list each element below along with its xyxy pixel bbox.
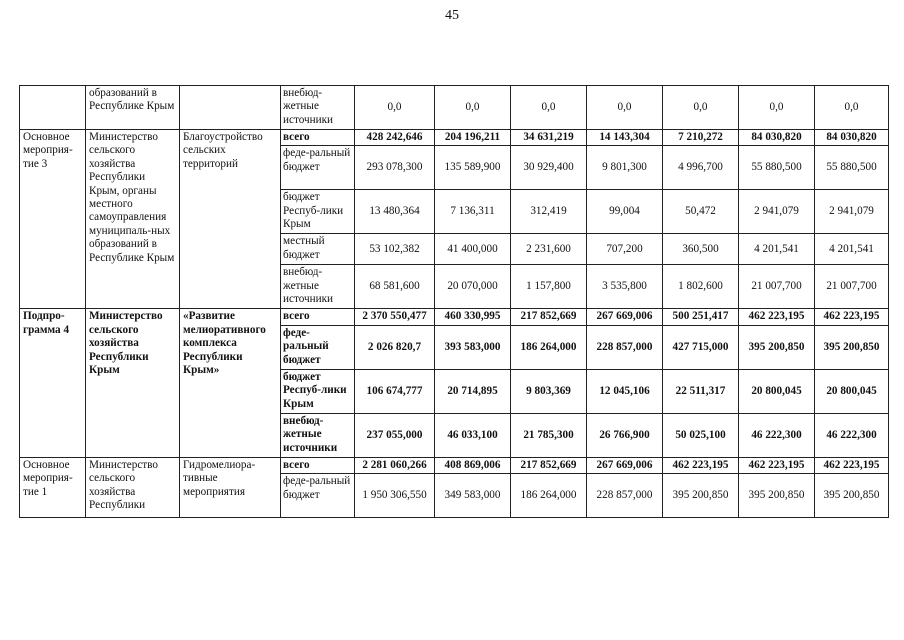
value-cell: 2 026 820,7: [355, 325, 435, 369]
value-cell: 46 033,100: [435, 413, 511, 457]
value-cell: 50,472: [663, 190, 739, 234]
value-cell: 360,500: [663, 234, 739, 265]
table-row: [20, 457, 889, 473]
value-cell: 267 669,006: [587, 309, 663, 325]
value-cell: 217 852,669: [511, 309, 587, 325]
value-cell: 0,0: [815, 86, 889, 130]
value-cell: 186 264,000: [511, 474, 587, 518]
value-cell: 46 222,300: [739, 413, 815, 457]
value-cell: 395 200,850: [815, 325, 889, 369]
value-cell: 217 852,669: [511, 457, 587, 473]
funding-source-cell: всего: [281, 309, 355, 325]
value-cell: 2 941,079: [739, 190, 815, 234]
executor-cell: образований в Республике Крым: [86, 86, 180, 130]
value-cell: 0,0: [355, 86, 435, 130]
value-cell: 20 070,000: [435, 265, 511, 309]
value-cell: 135 589,900: [435, 146, 511, 190]
value-cell: 462 223,195: [739, 309, 815, 325]
value-cell: 68 581,600: [355, 265, 435, 309]
funding-source-cell: внебюд-жетные источники: [281, 265, 355, 309]
value-cell: 428 242,646: [355, 130, 435, 146]
value-cell: 7 136,311: [435, 190, 511, 234]
value-cell: 4 996,700: [663, 146, 739, 190]
value-cell: 267 669,006: [587, 457, 663, 473]
value-cell: 2 941,079: [815, 190, 889, 234]
funding-source-cell: внебюд-жетные источники: [281, 413, 355, 457]
program-cell: Благоустройство сельских территорий: [180, 130, 281, 309]
value-cell: 84 030,820: [739, 130, 815, 146]
value-cell: 20 800,045: [815, 369, 889, 413]
value-cell: 1 950 306,550: [355, 474, 435, 518]
value-cell: 393 583,000: [435, 325, 511, 369]
value-cell: 0,0: [435, 86, 511, 130]
value-cell: 293 078,300: [355, 146, 435, 190]
value-cell: 3 535,800: [587, 265, 663, 309]
value-cell: 500 251,417: [663, 309, 739, 325]
value-cell: 21 785,300: [511, 413, 587, 457]
value-cell: 84 030,820: [815, 130, 889, 146]
value-cell: 41 400,000: [435, 234, 511, 265]
value-cell: 20 800,045: [739, 369, 815, 413]
executor-cell: Министерство сельского хозяйства Республики Крым: [86, 309, 180, 457]
value-cell: 427 715,000: [663, 325, 739, 369]
value-cell: 0,0: [663, 86, 739, 130]
value-cell: 395 200,850: [663, 474, 739, 518]
value-cell: 2 231,600: [511, 234, 587, 265]
value-cell: 462 223,195: [815, 457, 889, 473]
value-cell: 0,0: [739, 86, 815, 130]
value-cell: 0,0: [511, 86, 587, 130]
executor-cell: Министерство сельского хозяйства Республики Крым, органы местного самоуправления муниципаль-ных образований в Республике Крым: [86, 130, 180, 309]
value-cell: 462 223,195: [815, 309, 889, 325]
value-cell: 99,004: [587, 190, 663, 234]
table-row: [20, 130, 889, 146]
table-row: [20, 309, 889, 325]
value-cell: 9 801,300: [587, 146, 663, 190]
value-cell: 50 025,100: [663, 413, 739, 457]
value-cell: 9 803,369: [511, 369, 587, 413]
value-cell: 460 330,995: [435, 309, 511, 325]
measure-cell: [20, 86, 86, 130]
value-cell: 408 869,006: [435, 457, 511, 473]
program-cell: Гидромелиора-тивные мероприятия: [180, 457, 281, 517]
value-cell: 20 714,895: [435, 369, 511, 413]
value-cell: 46 222,300: [815, 413, 889, 457]
funding-source-cell: бюджет Респуб-лики Крым: [281, 369, 355, 413]
measure-cell: Подпро-грамма 4: [20, 309, 86, 457]
value-cell: 13 480,364: [355, 190, 435, 234]
value-cell: 30 929,400: [511, 146, 587, 190]
value-cell: 204 196,211: [435, 130, 511, 146]
value-cell: 12 045,106: [587, 369, 663, 413]
value-cell: 395 200,850: [815, 474, 889, 518]
measure-cell: Основное мероприя-тие 3: [20, 130, 86, 309]
value-cell: 186 264,000: [511, 325, 587, 369]
funding-source-cell: бюджет Респуб-лики Крым: [281, 190, 355, 234]
value-cell: 21 007,700: [739, 265, 815, 309]
funding-source-cell: местный бюджет: [281, 234, 355, 265]
value-cell: 4 201,541: [739, 234, 815, 265]
budget-table: [19, 85, 889, 518]
value-cell: 2 281 060,266: [355, 457, 435, 473]
value-cell: 228 857,000: [587, 474, 663, 518]
funding-source-cell: всего: [281, 457, 355, 473]
value-cell: 462 223,195: [739, 457, 815, 473]
page-number: 45: [445, 8, 459, 23]
table-row: [20, 86, 889, 130]
value-cell: 349 583,000: [435, 474, 511, 518]
measure-cell: Основное мероприя-тие 1: [20, 457, 86, 517]
value-cell: 21 007,700: [815, 265, 889, 309]
value-cell: 26 766,900: [587, 413, 663, 457]
value-cell: 106 674,777: [355, 369, 435, 413]
funding-source-cell: феде-ральный бюджет: [281, 474, 355, 518]
funding-source-cell: феде-ральный бюджет: [281, 325, 355, 369]
funding-source-cell: внебюд-жетные источники: [281, 86, 355, 130]
value-cell: 1 802,600: [663, 265, 739, 309]
value-cell: 312,419: [511, 190, 587, 234]
value-cell: 34 631,219: [511, 130, 587, 146]
value-cell: 2 370 550,477: [355, 309, 435, 325]
value-cell: 22 511,317: [663, 369, 739, 413]
value-cell: 55 880,500: [815, 146, 889, 190]
value-cell: 395 200,850: [739, 325, 815, 369]
program-cell: [180, 86, 281, 130]
funding-source-cell: феде-ральный бюджет: [281, 146, 355, 190]
value-cell: 55 880,500: [739, 146, 815, 190]
value-cell: 53 102,382: [355, 234, 435, 265]
value-cell: 228 857,000: [587, 325, 663, 369]
value-cell: 14 143,304: [587, 130, 663, 146]
value-cell: 7 210,272: [663, 130, 739, 146]
funding-source-cell: всего: [281, 130, 355, 146]
executor-cell: Министерство сельского хозяйства Республики: [86, 457, 180, 517]
value-cell: 237 055,000: [355, 413, 435, 457]
value-cell: 1 157,800: [511, 265, 587, 309]
program-cell: «Развитие мелиоративного комплекса Республики Крым»: [180, 309, 281, 457]
value-cell: 395 200,850: [739, 474, 815, 518]
value-cell: 0,0: [587, 86, 663, 130]
value-cell: 4 201,541: [815, 234, 889, 265]
value-cell: 707,200: [587, 234, 663, 265]
value-cell: 462 223,195: [663, 457, 739, 473]
